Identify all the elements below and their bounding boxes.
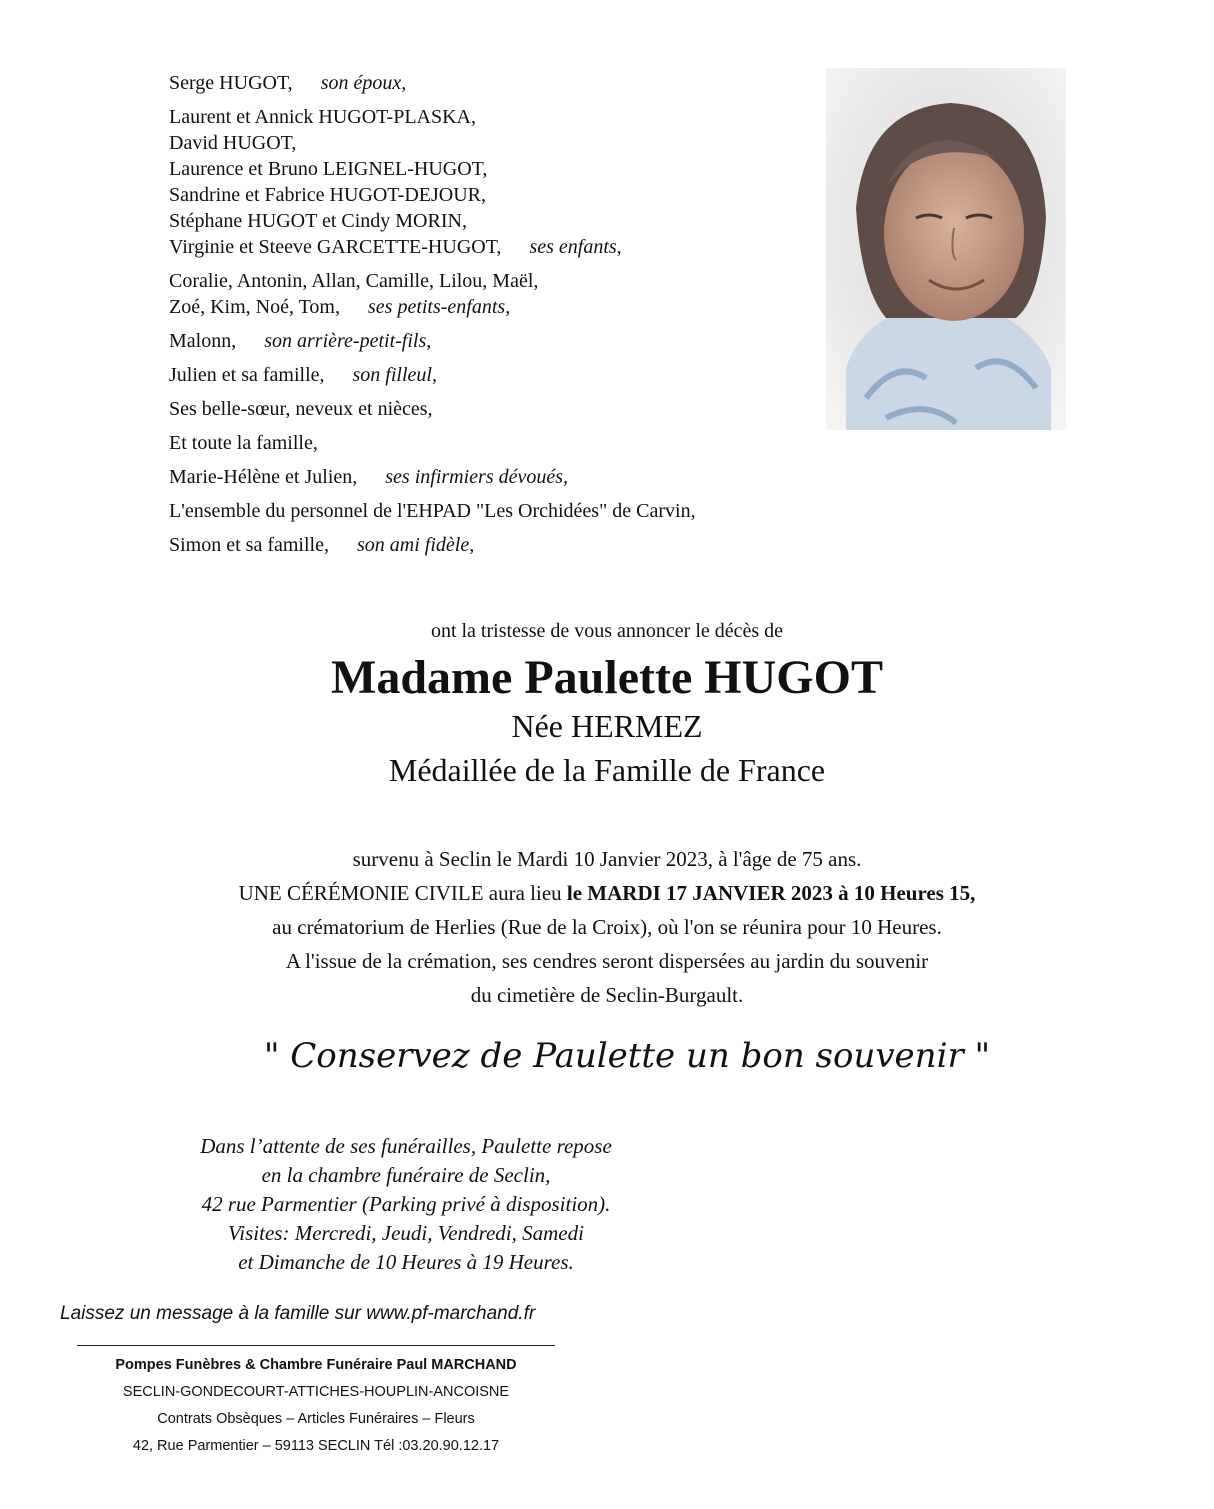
rest-line: 42 rue Parmentier (Parking privé à disposition). xyxy=(201,1192,611,1216)
family-names: Laurent et Annick HUGOT-PLASKA, xyxy=(169,106,477,128)
memorial-quote: " Conservez de Paulette un bon souvenir " xyxy=(263,1036,991,1076)
family-line xyxy=(169,104,809,130)
family-names: Sandrine et Fabrice HUGOT-DEJOUR, xyxy=(169,184,486,206)
family-group xyxy=(169,532,809,558)
family-names: Et toute la famille, xyxy=(169,432,318,454)
detail-text: UNE CÉRÉMONIE CIVILE aura lieu xyxy=(238,881,567,905)
family-names: David HUGOT, xyxy=(169,132,297,154)
family-role: son arrière-petit-fils, xyxy=(264,330,432,352)
funeral-home-footer xyxy=(77,1352,555,1460)
family-line xyxy=(169,532,809,558)
family-line xyxy=(169,70,809,96)
family-line xyxy=(169,130,809,156)
detail-line: survenu à Seclin le Mardi 10 Janvier 2023, à l'âge de 75 ans. xyxy=(352,847,862,871)
family-role: ses enfants, xyxy=(529,236,622,258)
family-role: ses infirmiers dévoués, xyxy=(385,466,569,488)
portrait-illustration xyxy=(826,68,1066,430)
family-role: son époux, xyxy=(320,72,407,94)
detail-line: A l'issue de la crémation, ses cendres seront dispersées au jardin du souvenir xyxy=(285,949,929,973)
family-line xyxy=(169,182,809,208)
condolence-message: Laissez un message à la famille sur www.pf-marchand.fr xyxy=(60,1303,536,1324)
ceremony-details xyxy=(0,842,1214,1012)
rest-line: Visites: Mercredi, Jeudi, Vendredi, Samedi xyxy=(228,1221,584,1245)
family-names: Stéphane HUGOT et Cindy MORIN, xyxy=(169,210,467,232)
family-group xyxy=(169,104,809,260)
family-names: Ses belle-sœur, neveux et nièces, xyxy=(169,398,433,420)
family-line xyxy=(169,396,809,422)
family-group xyxy=(169,70,809,96)
family-names: Virginie et Steeve GARCETTE-HUGOT, xyxy=(169,236,502,258)
rest-line: Dans l’attente de ses funérailles, Paulette repose xyxy=(200,1134,612,1158)
company-services: Contrats Obsèques – Articles Funéraires – Fleurs xyxy=(157,1411,475,1427)
company-address: 42, Rue Parmentier – 59113 SECLIN Tél :03.20.90.12.17 xyxy=(132,1438,500,1454)
family-group xyxy=(169,464,809,490)
company-name: Pompes Funèbres & Chambre Funéraire Paul MARCHAND xyxy=(115,1357,517,1373)
family-group xyxy=(169,396,809,422)
family-role: son filleul, xyxy=(352,364,437,386)
announcement: ont la tristesse de vous annoncer le décès de xyxy=(430,620,784,642)
family-line xyxy=(169,328,809,354)
family-line xyxy=(169,430,809,456)
resting-place-info xyxy=(110,1132,702,1277)
medal-line: Médaillée de la Famille de France xyxy=(388,752,826,788)
family-group xyxy=(169,268,809,320)
family-names: Zoé, Kim, Noé, Tom, xyxy=(169,296,340,318)
family-names: Julien et sa famille, xyxy=(169,364,325,386)
family-group xyxy=(169,498,809,524)
family-line xyxy=(169,208,809,234)
family-list xyxy=(169,70,809,566)
family-line xyxy=(169,362,809,388)
family-names: Marie-Hélène et Julien, xyxy=(169,466,358,488)
family-role: ses petits-enfants, xyxy=(368,296,511,318)
family-names: Malonn, xyxy=(169,330,237,352)
ceremony-date: le MARDI 17 JANVIER 2023 à 10 Heures 15, xyxy=(566,881,976,905)
deceased-name: Madame Paulette HUGOT xyxy=(331,651,883,704)
family-line xyxy=(169,498,809,524)
family-names: Serge HUGOT, xyxy=(169,72,293,94)
family-names: L'ensemble du personnel de l'EHPAD "Les Orchidées" de Carvin, xyxy=(169,500,696,522)
maiden-name: Née HERMEZ xyxy=(511,708,703,744)
rest-line: en la chambre funéraire de Seclin, xyxy=(261,1163,551,1187)
family-line xyxy=(169,156,809,182)
family-line xyxy=(169,464,809,490)
detail-line: du cimetière de Seclin-Burgault. xyxy=(470,983,744,1007)
family-line xyxy=(169,268,809,294)
family-group xyxy=(169,362,809,388)
footer-divider xyxy=(77,1345,555,1346)
family-group xyxy=(169,328,809,354)
family-names: Simon et sa famille, xyxy=(169,534,329,556)
family-role: son ami fidèle, xyxy=(356,534,475,556)
family-line xyxy=(169,234,809,260)
family-names: Coralie, Antonin, Allan, Camille, Lilou, Maël, xyxy=(169,270,539,292)
portrait-photo xyxy=(826,68,1066,430)
family-names: Laurence et Bruno LEIGNEL-HUGOT, xyxy=(169,158,488,180)
family-line xyxy=(169,294,809,320)
rest-line: et Dimanche de 10 Heures à 19 Heures. xyxy=(238,1250,574,1274)
company-towns: SECLIN-GONDECOURT-ATTICHES-HOUPLIN-ANCOISNE xyxy=(122,1384,510,1400)
detail-line xyxy=(0,876,1214,910)
family-group xyxy=(169,430,809,456)
detail-line: au crématorium de Herlies (Rue de la Croix), où l'on se réunira pour 10 Heures. xyxy=(272,915,942,939)
